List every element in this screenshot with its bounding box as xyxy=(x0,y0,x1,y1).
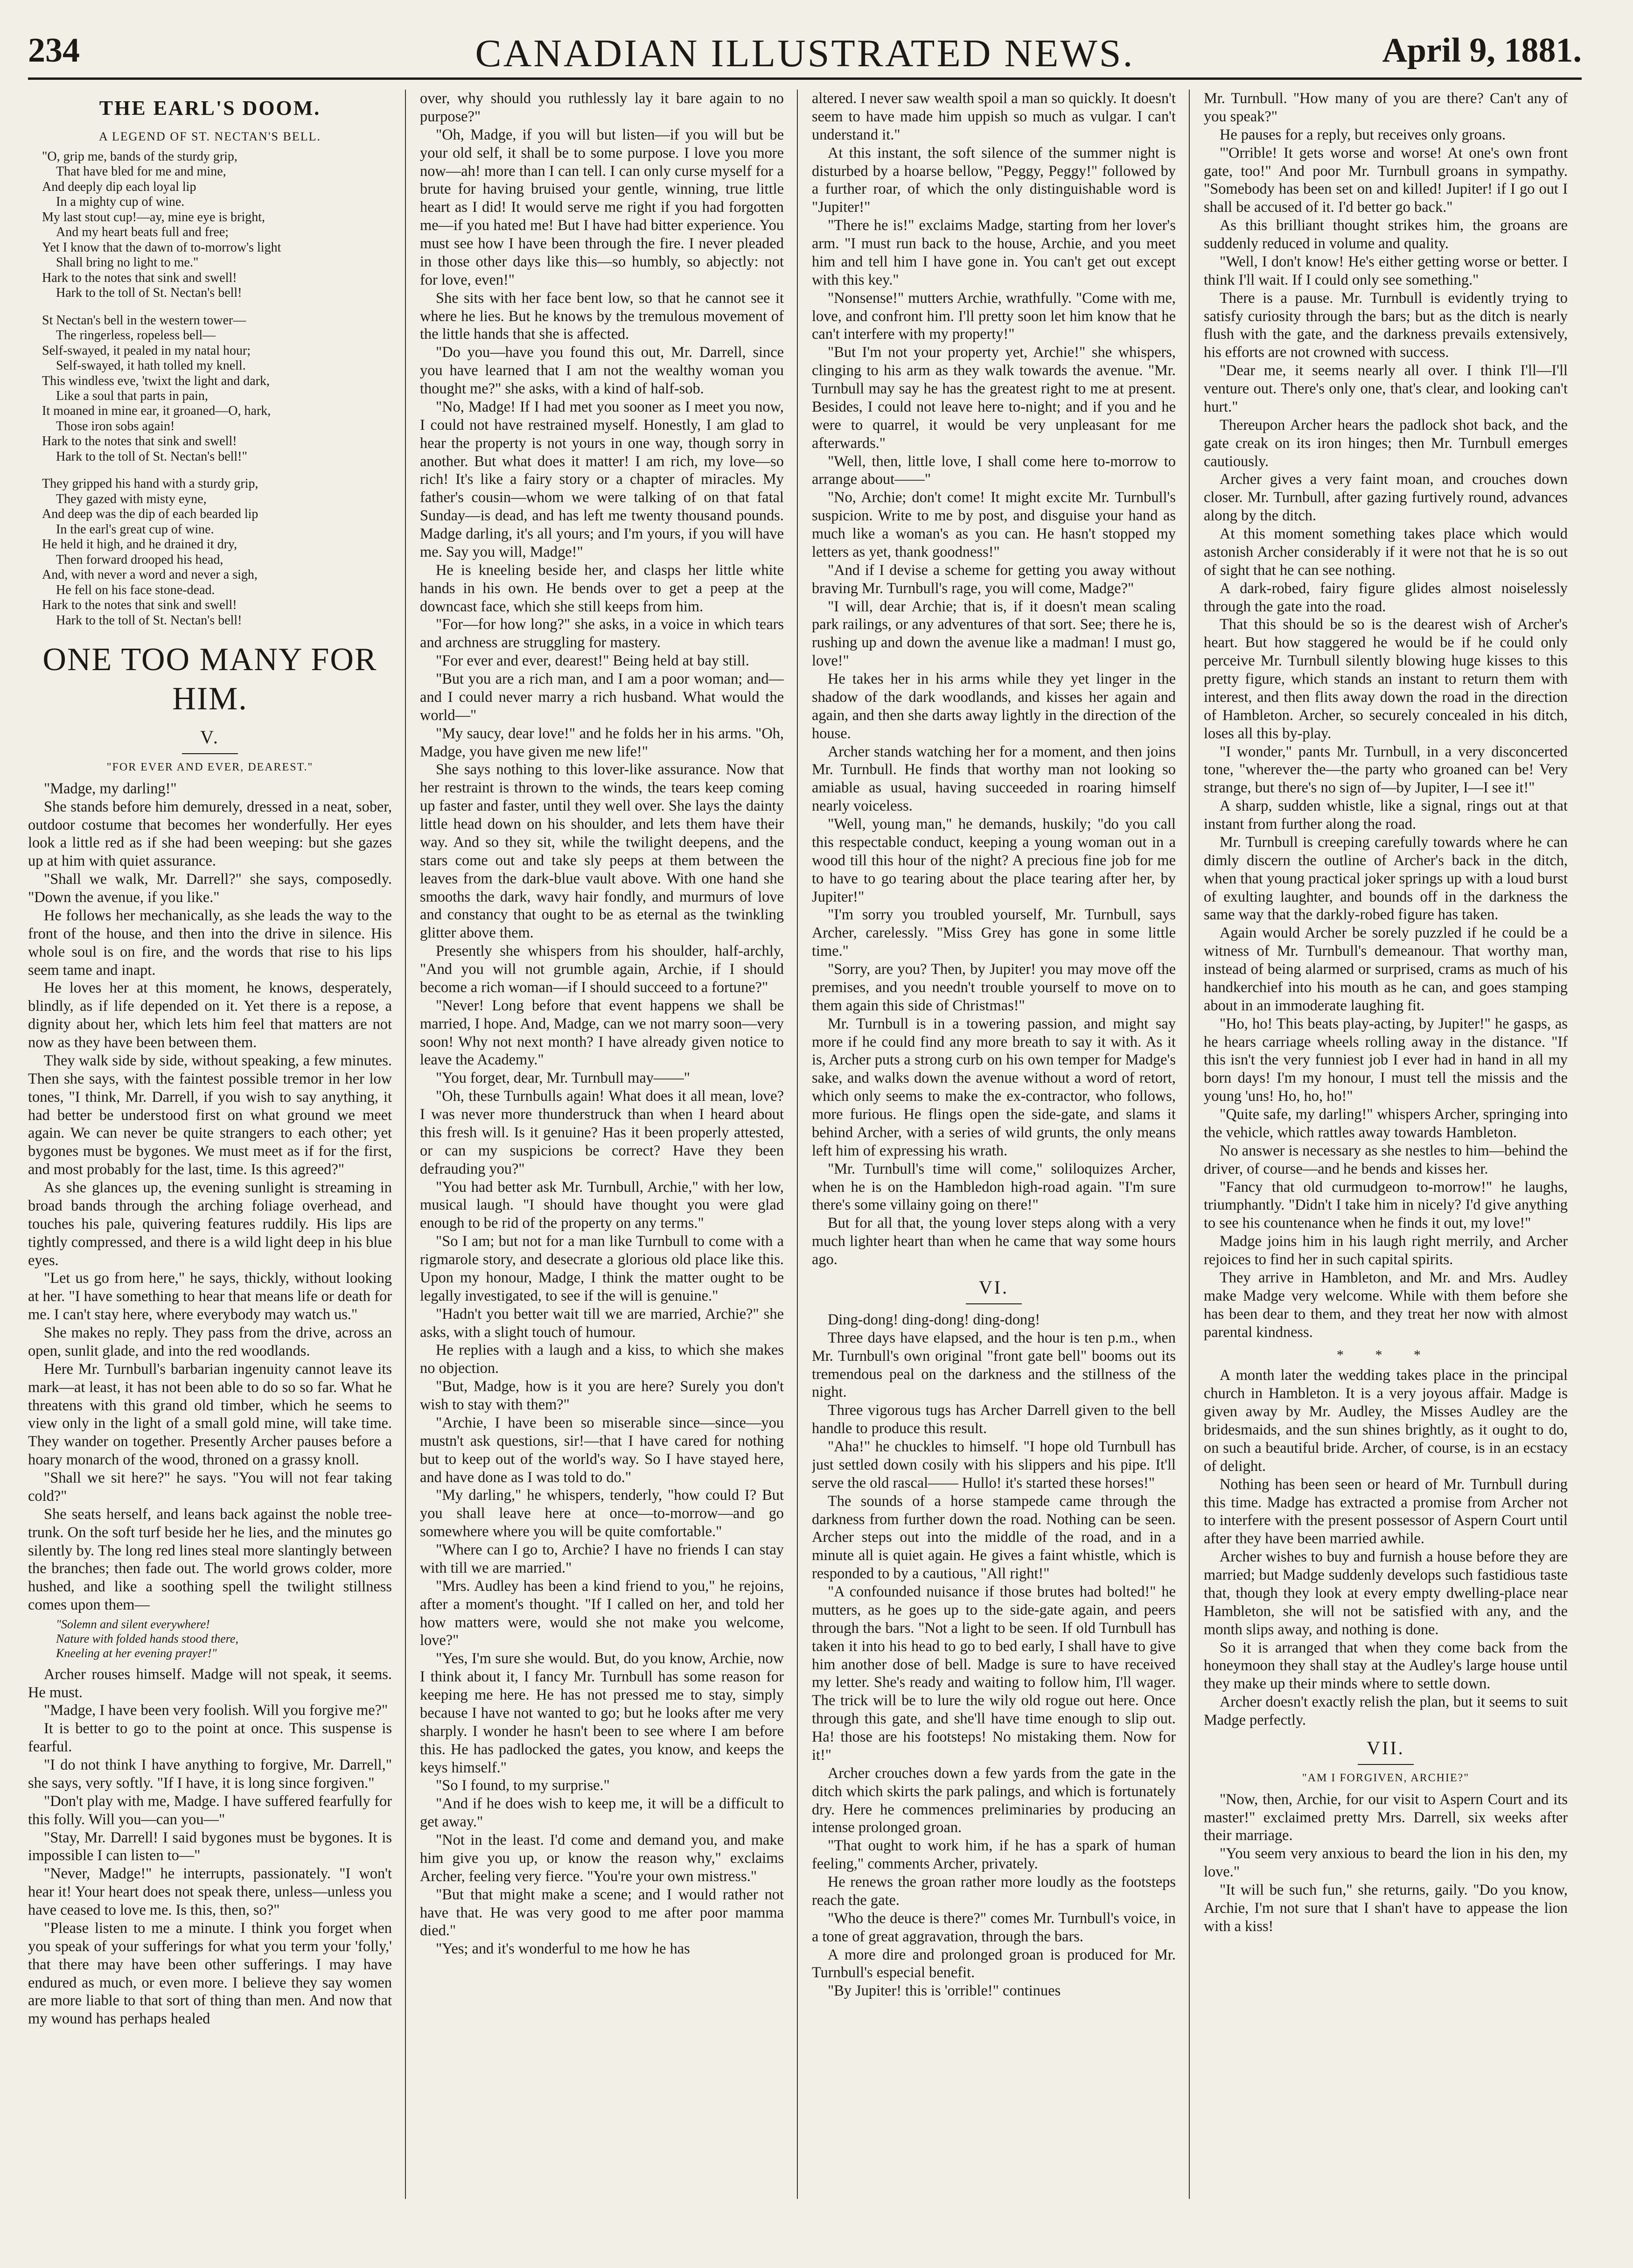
paragraph: "There he is!" exclaims Madge, starting from her lover's arm. "I must run back to the house, Archie, and you meet him and tell him I have gone in. You can't get out except with this key." xyxy=(812,217,1176,288)
header-rule xyxy=(28,77,1582,80)
story-text xyxy=(812,90,1176,1269)
verse-line: My last stout cup!—ay, mine eye is bright, xyxy=(42,210,265,224)
story-text xyxy=(812,1311,1176,2000)
paragraph: Again would Archer be sorely puzzled if he could be a witness of Mr. Turnbull's demeanour. That worthy man, instead of being alarmed or surprised, crams as much of his handkerchief into his mouth as he can, and goes stamping about in an immoderate laughing fit. xyxy=(1204,924,1568,1014)
paragraph: "My darling," he whispers, tenderly, "how could I? But you shall leave here at once—to-morrow—and go somewhere where you will be quite comfortable." xyxy=(420,1487,784,1540)
chapter-epigraph: "AM I FORGIVEN, ARCHIE?" xyxy=(1302,1771,1470,1784)
paragraph: Archer gives a very faint moan, and crouches down closer. Mr. Turnbull, after gazing furtively round, advances along by the ditch. xyxy=(1204,471,1568,525)
paragraph: It is better to go to the point at once. This suspense is fearful. xyxy=(28,1720,392,1756)
paragraph: He is kneeling beside her, and clasps her little white hands in his own. He bends over to get a peep at the downcast face, which she still keeps from him. xyxy=(420,561,784,615)
paragraph: "You had better ask Mr. Turnbull, Archie," with her low, musical laugh. "I should have thought you were glad enough to be rid of the property on any terms." xyxy=(420,1178,784,1232)
verse-line: Shall bring no light to me." xyxy=(56,255,199,270)
paragraph: So it is arranged that when they come back from the honeymoon they shall stay at the Audley's large house until they make up their minds where to settle down. xyxy=(1204,1639,1568,1693)
paragraph: He takes her in his arms while they yet linger in the shadow of the dark woodlands, and kisses her again and again, and then she darts away lightly in the direction of the house. xyxy=(812,671,1176,742)
paragraph: She says nothing to this lover-like assurance. Now that her restraint is thrown to the winds, the tears keep coming up faster and faster, until they well over. She lays the dainty little head down on his shoulder, and lets them have their way. And so they sit, while the twilight deepens, and the stars come out and take sly peeps at them between the leaves from the dark-blue vault above. With one hand she smooths the dark, wavy hair fondly, and murmurs of love and constancy that ought to be as eternal as the twinkling glitter above them. xyxy=(420,761,784,942)
paragraph: Mr. Turnbull is creeping carefully towards where he can dimly discern the outline of Archer's back in the ditch, when that young practical joker springs up with a loud burst of exulting laughter, and bounds off in the darkness the same way that the darkly-robed figure has taken. xyxy=(1204,833,1568,924)
paragraph: "Shall we walk, Mr. Darrell?" she says, composedly. "Down the avenue, if you like." xyxy=(28,871,392,906)
paragraph: She seats herself, and leans back against the noble tree-trunk. On the soft turf beside her he lies, and the minutes go silently by. The long red lines steal more slantingly between the branches; then fade out. The world grows colder, more hushed, and like a soothing spell the twilight stillness comes upon them— xyxy=(28,1505,392,1614)
paragraph: No answer is necessary as she nestles to him—behind the driver, of course—and he bends and kisses her. xyxy=(1204,1142,1568,1177)
paragraph: "Hadn't you better wait till we are married, Archie?" she asks, with a slight touch of humour. xyxy=(420,1305,784,1341)
paragraph: Mr. Turnbull. "How many of you are there? Can't any of you speak?" xyxy=(1204,90,1568,125)
paragraph: At this instant, the soft silence of the summer night is disturbed by a hoarse bellow, "Peggy, Peggy!" followed by a further roar, of which the only distinguishable word is "Jupiter!" xyxy=(812,144,1176,216)
verse-line: Hark to the toll of St. Nectan's bell! xyxy=(56,286,242,301)
chapter-number: VII. xyxy=(1367,1737,1405,1758)
paragraph: over, why should you ruthlessly lay it bare again to no purpose?" xyxy=(420,90,784,125)
verse-line: "Solemn and silent everywhere! xyxy=(56,1617,210,1631)
paragraph: "Never! Long before that event happens we shall be married, I hope. And, Madge, can we not marry soon—very soon! Why not next month? I have already given notice to leave the Academy." xyxy=(420,997,784,1069)
paragraph: Thereupon Archer hears the padlock shot back, and the gate creak on its iron hinges; then Mr. Turnbull emerges cautiously. xyxy=(1204,416,1568,470)
paragraph: Archer stands watching her for a moment, and then joins Mr. Turnbull. He finds that worthy man not looking so amiable as usual, having succeeded in roaring himself nearly voiceless. xyxy=(812,743,1176,815)
verse-line: And deeply dip each loyal lip xyxy=(42,179,196,194)
verse-line: He fell on his face stone-dead. xyxy=(56,582,215,597)
paragraph: He replies with a laugh and a kiss, to which she makes no objection. xyxy=(420,1342,784,1377)
publication-title: CANADIAN ILLUSTRATED NEWS. xyxy=(475,32,1135,75)
paragraph: A sharp, sudden whistle, like a signal, rings out at that instant from further along the road. xyxy=(1204,798,1568,833)
verse-line: Yet I know that the dawn of to-morrow's light xyxy=(42,240,281,255)
chapter-rule xyxy=(966,1303,1022,1304)
paragraph: He loves her at this moment, he knows, desperately, blindly, as if life depended on it. Yet there is a repose, a dignity about her, which lets him feel that matters are not now as they have been between them. xyxy=(28,980,392,1051)
paragraph: He pauses for a reply, but receives only groans. xyxy=(1220,126,1506,143)
verse-line: St Nectan's bell in the western tower— xyxy=(42,313,246,328)
paragraph: "Do you—have you found this out, Mr. Darrell, since you have learned that I am not the wealthy woman you thought me?" she asks, with a kind of half-sob. xyxy=(420,344,784,397)
paragraph: "No, Archie; don't come! It might excite Mr. Turnbull's suspicion. Write to me by post, and disguise your hand as much like a woman's as you can. He hasn't stopped my letters as yet, thank goodness!" xyxy=(812,489,1176,560)
paragraph: As she glances up, the evening sunlight is streaming in broad bands through the arching foliage overhead, and touches his pale, quivering features ruddily. His lips are tightly compressed, and there is a wild light deep in his blue eyes. xyxy=(28,1179,392,1269)
paragraph: But for all that, the young lover steps along with a very much lighter heart than when he came that way some hours ago. xyxy=(812,1215,1176,1268)
poem-subtitle: A LEGEND OF ST. NECTAN'S BELL. xyxy=(99,129,321,143)
paragraph: "But that might make a scene; and I would rather not have that. He was very good to me after poor mamma died." xyxy=(420,1886,784,1939)
paragraph: Here Mr. Turnbull's barbarian ingenuity cannot leave its mark—at least, it has not been able to do so so far. What he threatens with this grand old timber, which he seems to view only in the light of a small gold mine, will take time. They wander on together. Presently Archer pauses before a hoary monarch of the wood, throned on a grassy knoll. xyxy=(28,1360,392,1469)
verse-line: And deep was the dip of each bearded lip xyxy=(42,507,258,522)
paragraph: "Stay, Mr. Darrell! I said bygones must be bygones. It is impossible I can listen to—" xyxy=(28,1829,392,1864)
poem-stanza xyxy=(42,476,392,628)
paragraph: Three days have elapsed, and the hour is ten p.m., when Mr. Turnbull's own original "front gate bell" booms out its tremendous peal on the darkness and the stillness of the night. xyxy=(812,1329,1176,1401)
verse-line: And my heart beats full and free; xyxy=(56,225,229,240)
paragraph: A month later the wedding takes place in the principal church in Hambleton. It is a very joyous affair. Madge is given away by Mr. Audley, the Misses Audley are the bridesmaids, and the sun shines brightly, as it ought to do, on such a beautiful bride. Archer, of course, is in an ecstacy of delight. xyxy=(1204,1367,1568,1475)
paragraph: "Shall we sit here?" he says. "You will not fear taking cold?" xyxy=(28,1470,392,1505)
paragraph: "My saucy, dear love!" and he folds her in his arms. "Oh, Madge, you have given me new life!" xyxy=(420,725,784,760)
paragraph: "Yes, I'm sure she would. But, do you know, Archie, now I think about it, I fancy Mr. Turnbull has some reason for keeping me here. He has not pressed me to stay, simply because I have not wanted to go; but he looks after me very sharply. I wonder he hasn't been to see where I am before this. He has padlocked the gates, you know, and keeps the keys himself." xyxy=(420,1650,784,1776)
paragraph: She sits with her face bent low, so that he cannot see it where he lies. But he knows by the tremulous movement of the little hands that she is affected. xyxy=(420,289,784,343)
paragraph: "Mr. Turnbull's time will come," soliloquizes Archer, when he is on the Hambledon high-road again. "I'm sure there's some villainy going on there!" xyxy=(812,1160,1176,1214)
verse-line: It moaned in mine ear, it groaned—O, hark, xyxy=(42,404,271,419)
paragraph: "A confounded nuisance if those brutes had bolted!" he mutters, as he goes up to the side-gate again, and peers through the bars. "Not a light to be seen. If old Turnbull has taken it into his head to go to bed early, I shall have to give him another dose of bell. Madge is sure to have received my letter. She's ready and waiting to follow him, I'll wager. The trick will be to lure the wily old rogue out here. Once through this gate, and she'll have time enough to slip out. Ha! those are his footsteps! No mistaking them. Now for it!" xyxy=(812,1583,1176,1764)
verse-line: He held it high, and he drained it dry, xyxy=(42,537,237,552)
paragraph: "Yes; and it's wonderful to me how he has xyxy=(436,1940,690,1958)
verse-line: "O, grip me, bands of the sturdy grip, xyxy=(42,149,237,164)
chapter-number: VI. xyxy=(978,1276,1009,1298)
poem-title: THE EARL'S DOOM. xyxy=(99,97,321,119)
paragraph: "Aha!" he chuckles to himself. "I hope old Turnbull has just settled down cosily with his slippers and his pipe. It'll serve the old rascal—— Hullo! it's started these horses!" xyxy=(812,1438,1176,1491)
paragraph: He renews the groan rather more loudly as the footsteps reach the gate. xyxy=(812,1874,1176,1909)
paragraph: Ding-dong! ding-dong! ding-dong! xyxy=(828,1311,1040,1328)
verse-line: They gazed with misty eyne, xyxy=(56,491,207,506)
verse-line: Nature with folded hands stood there, xyxy=(56,1632,238,1646)
issue-date: April 9, 1881. xyxy=(1382,31,1582,70)
paragraph: Presently she whispers from his shoulder, half-archly, "And you will not grumble again, Archie, if I should become a rich woman—if I should succeed to a fortune?" xyxy=(420,943,784,996)
paragraph: "Let us go from here," he says, thickly, without looking at her. "I have something to hear that means life or death for me. I can't stay here, where everybody may watch us." xyxy=(28,1270,392,1323)
paragraph: Archer wishes to buy and furnish a house before they are married; but Madge suddenly develops such fastidious taste that, though they look at every empty dwelling-place near Hambleton, she will not be satisfied with any, and the month slips away, and nothing is done. xyxy=(1204,1548,1568,1638)
paragraph: "Please listen to me a minute. I think you forget when you speak of your sufferings for what you term your 'folly,' that there may have been other sufferings. I may have endured as much, or even more. I believe they say women are more liable to that sort of thing than men. And now that my wound has perhaps healed xyxy=(28,1919,392,2028)
paragraph: Archer rouses himself. Madge will not speak, it seems. He must. xyxy=(28,1666,392,1701)
paragraph: "No, Madge! If I had met you sooner as I meet you now, I could not have restrained myself. Honestly, I am glad to hear the property is not yours in one way, though sorry in another. But what does it matter! I am rich, my love—so rich! It's like a fairy story or a chapter of miracles. My father's cousin—whom we were talking of on that fatal Sunday—is dead, and has left me twenty thousand pounds. Madge darling, it's all yours; and I'm yours, if you will have me. Say you will, Madge!" xyxy=(420,398,784,560)
paragraph: "I do not think I have anything to forgive, Mr. Darrell," she says, very softly. "If I have, it is long since forgiven." xyxy=(28,1757,392,1792)
verse-line: Hark to the notes that sink and swell! xyxy=(42,270,237,285)
section-break: * * * xyxy=(1337,1347,1435,1363)
page-header xyxy=(28,31,1582,76)
paragraph: "Well, young man," he demands, huskily; "do you call this respectable conduct, keeping a young woman out in a wood till this hour of the night? A precious fine job for me to have to go tearing about the place tearing after her, by Jupiter!" xyxy=(812,816,1176,905)
paragraph: "Mrs. Audley has been a kind friend to you," he rejoins, after a moment's thought. "If I called on her, and told her how matters were, would she not make you welcome, love?" xyxy=(420,1577,784,1649)
verse-line: Hark to the toll of St. Nectan's bell!" xyxy=(56,449,247,464)
verse-line: Like a soul that parts in pain, xyxy=(56,389,208,404)
paragraph: "Nonsense!" mutters Archie, wrathfully. "Come with me, love, and confront him. I'll pretty soon let him know that he can't interfere with my property!" xyxy=(812,289,1176,343)
paragraph: Mr. Turnbull is in a towering passion, and might say more if he could find any more breath to say it with. As it is, Archer puts a strong curb on his own temper for Madge's sake, and walks down the avenue without a word of retort, which only seems to make the ex-contractor, who follows, more furious. He flings open the side-gate, and slams it behind Archer, with a series of wild grunts, the only means left him of expressing his wrath. xyxy=(812,1015,1176,1159)
chapter-number: V. xyxy=(200,727,220,748)
paragraph: "Who the deuce is there?" comes Mr. Turnbull's voice, in a tone of great aggravation, through the bars. xyxy=(812,1910,1176,1945)
paragraph: "Well, then, little love, I shall come here to-morrow to arrange about——" xyxy=(812,453,1176,488)
paragraph: "But I'm not your property yet, Archie!" she whispers, clinging to his arm as they walk towards the avenue. "Mr. Turnbull may say he has the greatest right to me at present. Besides, I could not leave here to-night; and if you and he were to quarrel, it would be very unpleasant for me afterwards." xyxy=(812,344,1176,452)
paragraph: "And if I devise a scheme for getting you away without braving Mr. Turnbull's rage, you will come, Madge?" xyxy=(812,561,1176,597)
paragraph: That this should be so is the dearest wish of Archer's heart. But how staggered he would be if he could only perceive Mr. Turnbull silently blowing huge kisses to this pretty figure, which stands an instant to return them with interest, and then flits away down the road in the direction of Hambleton. Archer, so securely concealed in his ditch, loses all this by-play. xyxy=(1204,616,1568,742)
story-text xyxy=(1204,1791,1568,1936)
story-text xyxy=(1204,90,1568,1341)
paragraph: "It will be such fun," she returns, gaily. "Do you know, Archie, I'm not sure that I shan't have to appease the lion with a kiss! xyxy=(1204,1882,1568,1935)
paragraph: Archer doesn't exactly relish the plan, but it seems to suit Madge perfectly. xyxy=(1204,1694,1568,1729)
paragraph: She makes no reply. They pass from the drive, across an open, sunlit glade, and into the red woodlands. xyxy=(28,1324,392,1359)
paragraph: "And if he does wish to keep me, it will be a difficult to get away." xyxy=(420,1795,784,1831)
paragraph: There is a pause. Mr. Turnbull is evidently trying to satisfy curiosity through the bars; but as the ditch is nearly flush with the gate, and the darkness prevails extensively, his efforts are not crowned with success. xyxy=(1204,289,1568,361)
verse-line: That have bled for me and mine, xyxy=(56,164,226,179)
paragraph: "So I am; but not for a man like Turnbull to come with a rigmarole story, and desecrate a glorious old place like this. Upon my honour, Madge, I think the matter ought to be legally investigated, to see if the will is genuine." xyxy=(420,1233,784,1304)
column-3 xyxy=(812,90,1176,2199)
paragraph: "That ought to work him, if he has a spark of human feeling," comments Archer, privately. xyxy=(812,1837,1176,1873)
paragraph: "So I found, to my surprise." xyxy=(436,1777,610,1794)
paragraph: Nothing has been seen or heard of Mr. Turnbull during this time. Madge has extracted a promise from Archer not to interfere with the present possessor of Aspern Court until after they have been married awhile. xyxy=(1204,1476,1568,1547)
paragraph: Madge joins him in his laugh right merrily, and Archer rejoices to find her in such capital spirits. xyxy=(1204,1233,1568,1268)
chapter-rule xyxy=(182,753,238,754)
paragraph: "Quite safe, my darling!" whispers Archer, springing into the vehicle, which rattles away towards Hambleton. xyxy=(1204,1106,1568,1141)
verse-line: Hark to the notes that sink and swell! xyxy=(42,598,237,613)
column-4 xyxy=(1204,90,1568,2199)
paragraph: "Never, Madge!" he interrupts, passionately. "I won't hear it! Your heart does not speak there, unless—unless you have ceased to love me. Is this, then, so?" xyxy=(28,1865,392,1919)
paragraph: "Madge, my darling!" xyxy=(44,780,177,797)
verse-line: Hark to the toll of St. Nectan's bell! xyxy=(56,613,242,628)
paragraph: "Don't play with me, Madge. I have suffered fearfully for this folly. Will you—can you—" xyxy=(28,1792,392,1828)
verse-line: The ringerless, ropeless bell— xyxy=(56,328,216,343)
story-text xyxy=(28,780,392,1614)
verse-line: In a mighty cup of wine. xyxy=(56,195,185,210)
chapter-rule xyxy=(1358,1764,1414,1765)
paragraph: She stands before him demurely, dressed in a neat, sober, outdoor costume that becomes her wonderfully. Her eyes look a little red as if she had been weeping: but she gazes up at him with quiet assurance. xyxy=(28,798,392,870)
verse-line: Self-swayed, it hath tolled my knell. xyxy=(56,358,246,373)
paragraph: "You seem very anxious to beard the lion in his den, my love." xyxy=(1204,1845,1568,1881)
paragraph: "Archie, I have been so miserable since—since—you mustn't ask questions, sir!—that I have cared for nothing but to keep out of the world's way. So I have stayed here, and have done as I was told to do." xyxy=(420,1414,784,1486)
paragraph: As this brilliant thought strikes him, the groans are suddenly reduced in volume and quality. xyxy=(1204,217,1568,252)
poem-stanza xyxy=(42,149,392,301)
paragraph: "For—for how long?" she asks, in a voice in which tears and archness are struggling for mastery. xyxy=(420,616,784,651)
paragraph: "'Orrible! It gets worse and worse! At one's own front gate, too!" And poor Mr. Turnbull groans in sympathy. "Somebody has been set on and killed! Jupiter! if I go out I shall be accused of it. I'd better go back." xyxy=(1204,144,1568,216)
paragraph: altered. I never saw wealth spoil a man so quickly. It doesn't seem to have made him uppish so much as vulgar. I can't understand it." xyxy=(812,90,1176,143)
paragraph: "Where can I go to, Archie? I have no friends I can stay with till we are married." xyxy=(420,1541,784,1576)
column-divider xyxy=(1189,90,1190,2199)
paragraph: "But you are a rich man, and I am a poor woman; and—and I could never marry a rich husband. What would the world—" xyxy=(420,671,784,724)
column-divider xyxy=(797,90,798,2199)
paragraph: They walk side by side, without speaking, a few minutes. Then she says, with the faintest possible tremor in her low tones, "I think, Mr. Darrell, if you wish to say anything, it had better be understood first on what ground we meet again. We can never be quite strangers to each other; yet bygones must be bygones. We must meet as if for the first, and most probably for the last, time. Is this agreed?" xyxy=(28,1052,392,1178)
paragraph: "I'm sorry you troubled yourself, Mr. Turnbull, says Archer, carelessly. "Miss Grey has gone in some little time." xyxy=(812,906,1176,960)
paragraph: "Oh, these Turnbulls again! What does it all mean, love? I was never more thunderstruck than when I heard about this fresh will. Is it genuine? Has it been properly attested, or can my suspicions be correct? Have they been defrauding you?" xyxy=(420,1088,784,1177)
paragraph: At this moment something takes place which would astonish Archer considerably if it were not that he is so out of sight that he can see nothing. xyxy=(1204,525,1568,579)
paragraph: "Well, I don't know! He's either getting worse or better. I think I'll wait. If I could only see something." xyxy=(1204,253,1568,288)
paragraph: "Ho, ho! This beats play-acting, by Jupiter!" he gasps, as he hears carriage wheels rolling away in the distance. "If this isn't the very funniest job I ever had in hand in all my born days! I'm my honour, I must tell the missis and the young 'uns! Ho, ho, ho!" xyxy=(1204,1015,1568,1105)
paragraph: "For ever and ever, dearest!" Being held at bay still. xyxy=(436,652,749,670)
paragraph: "Dear me, it seems nearly all over. I think I'll—I'll venture out. There's only one, that's clear, and looking can't hurt." xyxy=(1204,362,1568,415)
story-title: ONE TOO MANY FOR HIM. xyxy=(42,642,377,717)
verse-line: Self-swayed, it pealed in my natal hour; xyxy=(42,343,251,358)
paragraph: He follows her mechanically, as she leads the way to the front of the house, and then into the drive in silence. His whole soul is on fire, and the words that rise to his lips seem tame and inapt. xyxy=(28,907,392,979)
story-text xyxy=(420,90,784,1958)
paragraph: The sounds of a horse stampede came through the darkness from further down the road. Nothing can be seen. Archer steps out into the middle of the road, and in a minute all is quiet again. He gives a faint whistle, which is responded to by a cautious, "All right!" xyxy=(812,1492,1176,1582)
paragraph: "I wonder," pants Mr. Turnbull, in a very disconcerted tone, "wherever the—the party who groaned can be! Very strange, but there's no sign of—by Jupiter, I—I see it!" xyxy=(1204,743,1568,797)
verse-line: Kneeling at her evening prayer!" xyxy=(56,1646,217,1660)
paragraph: "Not in the least. I'd come and demand you, and make him give you up, or know the reason why," exclaims Archer, feeling very fierce. "You're your own mistress." xyxy=(420,1832,784,1885)
column-2 xyxy=(420,90,784,2199)
verse-line: Then forward drooped his head, xyxy=(56,552,223,567)
paragraph: "Now, then, Archie, for our visit to Aspern Court and its master!" exclaimed pretty Mrs. Darrell, six weeks after their marriage. xyxy=(1204,1791,1568,1844)
paragraph: A dark-robed, fairy figure glides almost noiselessly through the gate into the road. xyxy=(1204,580,1568,615)
paragraph: A more dire and prolonged groan is produced for Mr. Turnbull's especial benefit. xyxy=(812,1946,1176,1981)
page-number: 234 xyxy=(28,31,80,70)
paragraph: "Sorry, are you? Then, by Jupiter! you may move off the premises, and you needn't trouble yourself to move on to them again this side of Christmas!" xyxy=(812,961,1176,1014)
paragraph: "Madge, I have been very foolish. Will you forgive me?" xyxy=(44,1702,388,1719)
verse-quote xyxy=(56,1617,392,1661)
paragraph: They arrive in Hambleton, and Mr. and Mrs. Audley make Madge very welcome. While with them before she has been dear to them, and they treat her now with almost parental kindness. xyxy=(1204,1269,1568,1341)
column-1 xyxy=(28,90,392,2199)
paragraph: "You forget, dear, Mr. Turnbull may——" xyxy=(436,1070,690,1087)
story-text xyxy=(1204,1366,1568,1729)
poem-stanza xyxy=(42,313,392,465)
verse-line: This windless eve, 'twixt the light and dark, xyxy=(42,373,270,388)
story-text xyxy=(28,1666,392,2029)
paragraph: "Oh, Madge, if you will but listen—if you will but be your old self, it shall be to some purpose. I love you more now—ah! more than I can tell. I can only curse myself for a brute for having bruised your gentle, winning, true little heart as I did! It would serve me right if you had forgotten me—if you hated me! But I have had bitter experience. You must see how I have been through the fire. I never pleaded in those other days like this—so humbly, so abjectly: not for love, even!" xyxy=(420,126,784,288)
verse-line: In the earl's great cup of wine. xyxy=(56,522,214,537)
paragraph: "I will, dear Archie; that is, if it doesn't mean scaling park railings, or any adventures of that sort. See; there he is, rushing up and down the avenue like a madman! I must go, love!" xyxy=(812,598,1176,670)
verse-line: Hark to the notes that sink and swell! xyxy=(42,434,237,449)
paragraph: "By Jupiter! this is 'orrible!" continues xyxy=(828,1982,1061,2000)
paragraph: "But, Madge, how is it you are here? Surely you don't wish to stay with them?" xyxy=(420,1378,784,1413)
chapter-epigraph: "FOR EVER AND EVER, DEAREST." xyxy=(106,761,314,774)
paragraph: Three vigorous tugs has Archer Darrell given to the bell handle to produce this result. xyxy=(812,1402,1176,1437)
paragraph: "Fancy that old curmudgeon to-morrow!" he laughs, triumphantly. "Didn't I take him in nicely? I'd give anything to see his countenance when he finds it out, my love!" xyxy=(1204,1178,1568,1232)
verse-line: Those iron sobs again! xyxy=(56,419,175,434)
paragraph: Archer crouches down a few yards from the gate in the ditch which skirts the park palings, and which is fortunately dry. Here he commences preliminaries by producing an intense prolonged groan. xyxy=(812,1764,1176,1836)
verse-line: They gripped his hand with a sturdy grip, xyxy=(42,476,258,491)
column-divider xyxy=(405,90,406,2199)
verse-line: And, with never a word and never a sigh, xyxy=(42,567,258,582)
